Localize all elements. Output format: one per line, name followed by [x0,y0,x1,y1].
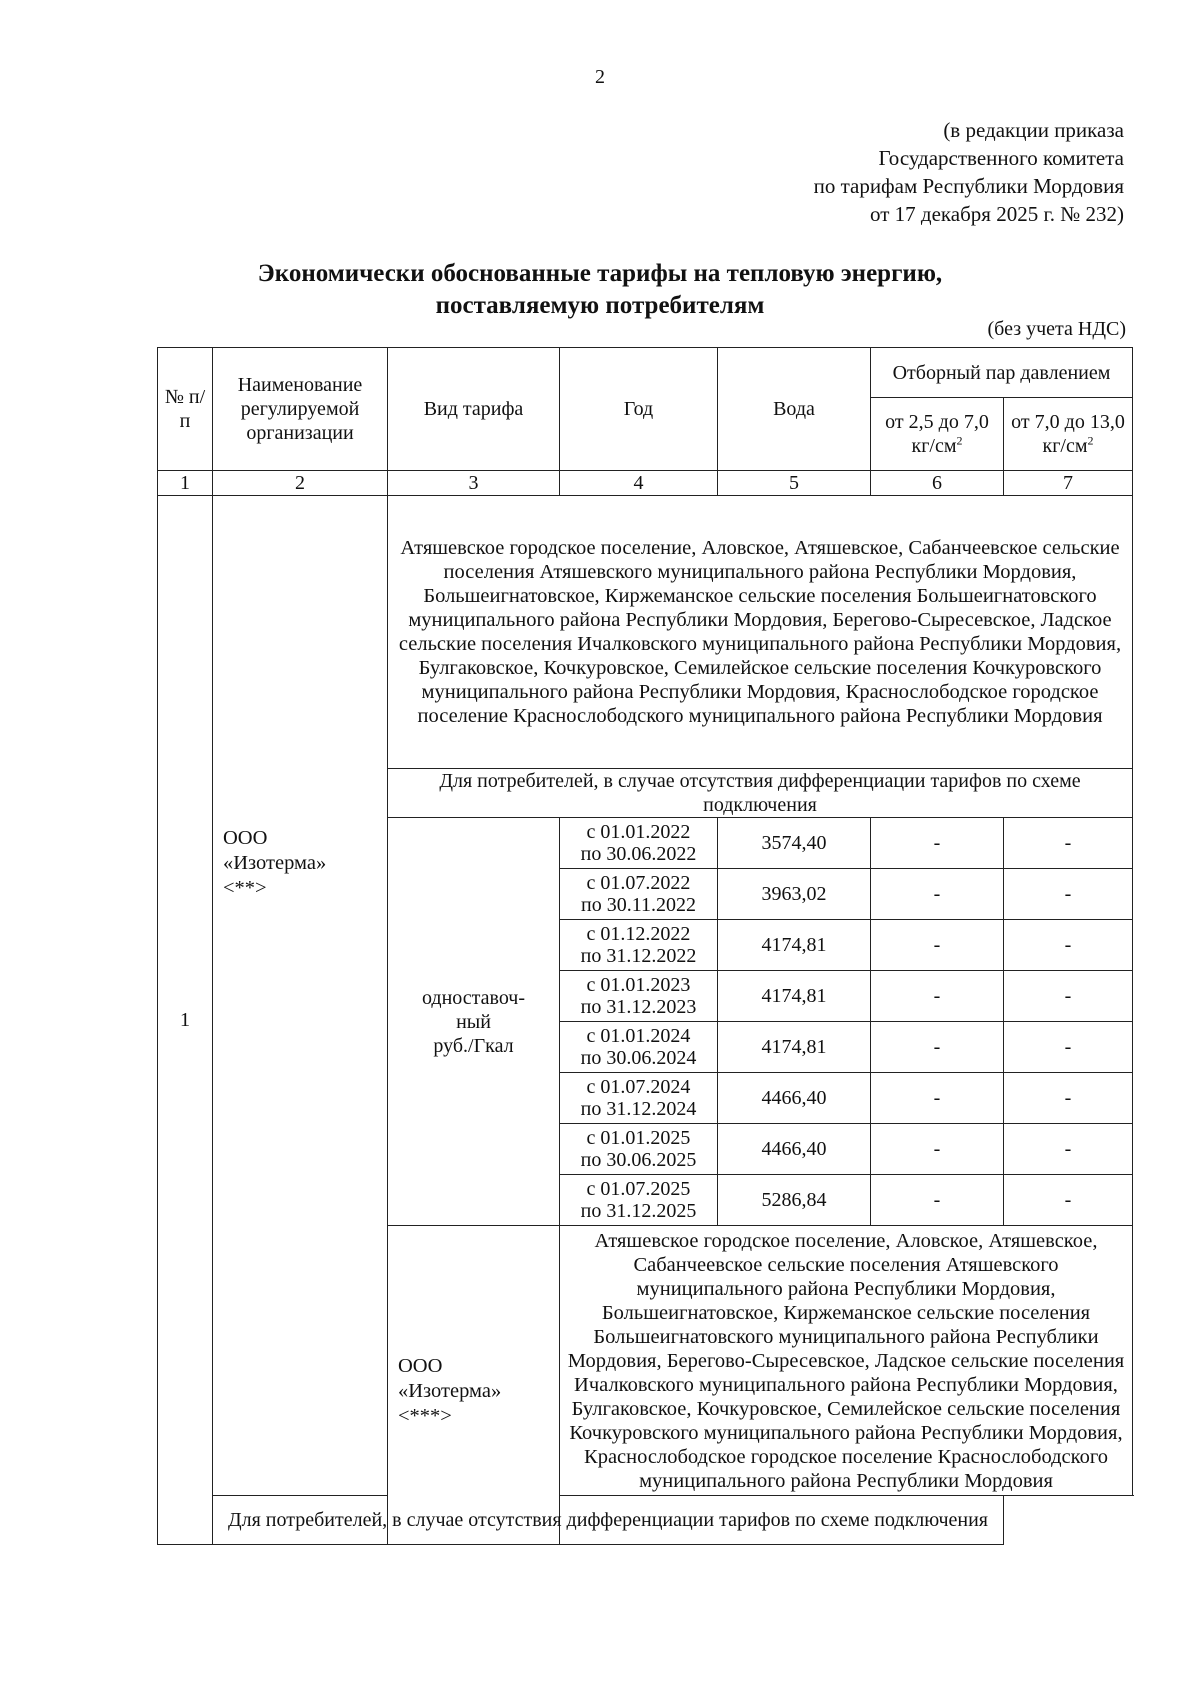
edition-line: по тарифам Республики Мордовия [813,174,1124,198]
rate-period [560,971,718,1022]
header-year: Год [560,348,718,471]
rate-steam-high: - [1004,920,1133,971]
header-steam-high-text: от 7,0 до 13,0 кг/см [1011,411,1125,457]
rate-water: 4466,40 [718,1124,871,1175]
org-line: ООО [223,827,268,849]
header-org: Наименование регулируемой организации [213,348,388,471]
org-line: <***> [398,1405,452,1427]
header-tariff-type: Вид тарифа [388,348,560,471]
rate-water: 3963,02 [718,869,871,920]
rate-steam-high: - [1004,1175,1133,1226]
service-area: Атяшевское городское поселение, Аловское, Атяшевское, Сабанчеевское сельские поселения Атяшевского муниципального района Республики Мордовия, Большеигнатовское, Киржеманское сельские поселения Большеигнатовского муниципального района Республики Мордовия, Берегово-Сыресевское, Ладское сельские поселения Ичалковского муниципального района Республики Мордовия, Булгаковское, Кочкуровское, Семилейское сельские поселения Кочкуровского муниципального района Республики Мордовия, Краснослободское городское поселение Краснослободского муниципального района Республики Мордовия [560,1226,1133,1496]
org-line: «Изотерма» [398,1380,502,1402]
column-number: 3 [388,471,560,496]
tariff-table [157,347,1133,1545]
header-steam-high [1004,398,1133,471]
document-title [0,258,1200,322]
rate-steam-low: - [871,869,1004,920]
edition-line: (в редакции приказа [943,118,1124,142]
rate-water: 4174,81 [718,920,871,971]
edition-note [814,116,1124,228]
org-line: <**> [223,877,267,899]
title-line: Экономически обоснованные тарифы на тепловую энергию, [257,260,943,287]
rate-steam-low: - [871,971,1004,1022]
period-from: с 01.01.2025 [586,1127,691,1149]
rate-period [560,869,718,920]
header-water: Вода [718,348,871,471]
edition-line: от 17 декабря 2025 г. № 232) [870,202,1124,226]
column-number: 7 [1004,471,1133,496]
period-from: с 01.01.2023 [586,974,691,996]
rate-period [560,1124,718,1175]
rate-steam-low: - [871,1022,1004,1073]
rate-steam-high: - [1004,818,1133,869]
rate-water: 4174,81 [718,1022,871,1073]
rate-water: 3574,40 [718,818,871,869]
rate-steam-low: - [871,920,1004,971]
rate-steam-high: - [1004,869,1133,920]
period-from: с 01.12.2022 [586,923,691,945]
header-steam-low [871,398,1004,471]
edition-line: Государственного комитета [878,146,1124,170]
rate-steam-low: - [871,1073,1004,1124]
rate-steam-high: - [1004,1124,1133,1175]
tariff-type [388,818,560,1226]
column-number: 5 [718,471,871,496]
header-steam-low-text: от 2,5 до 7,0 кг/см [885,411,989,457]
period-from: с 01.01.2024 [586,1025,691,1047]
period-from: с 01.07.2022 [586,872,691,894]
service-area: Атяшевское городское поселение, Аловское, Атяшевское, Сабанчеевское сельские поселения Атяшевского муниципального района Республики Мордовия, Большеигнатовское, Киржеманское сельские поселения Большеигнатовского муниципального района Республики Мордовия, Берегово-Сыресевское, Ладское сельские поселения Ичалковского муниципального района Республики Мордовия, Булгаковское, Кочкуровское, Семилейское сельские поселения Кочкуровского муниципального района Республики Мордовия, Краснослободское городское поселение Краснослободского муниципального района Республики Мордовия [388,496,1133,769]
tariff-type-line: одноставоч- [421,986,526,1009]
period-to: по 30.06.2025 [580,1149,697,1171]
vat-note: (без учета НДС) [987,318,1126,340]
header-steam-low-sup: 2 [956,433,963,448]
rate-period [560,1022,718,1073]
rate-steam-high: - [1004,1073,1133,1124]
title-line: поставляемую потребителям [435,292,765,319]
tariff-type-line: руб./Гкал [433,1034,514,1057]
period-from: с 01.07.2025 [586,1178,691,1200]
rate-water: 5286,84 [718,1175,871,1226]
period-to: по 30.06.2022 [580,843,697,865]
rate-water: 4174,81 [718,971,871,1022]
period-to: по 31.12.2022 [580,945,697,967]
rate-water: 4466,40 [718,1073,871,1124]
rate-steam-low: - [871,1175,1004,1226]
consumers-note: Для потребителей, в случае отсутствия дифференциации тарифов по схеме подключения [213,1496,1004,1545]
consumers-note: Для потребителей, в случае отсутствия дифференциации тарифов по схеме подключения [388,769,1133,818]
period-to: по 30.11.2022 [581,894,696,916]
period-to: по 31.12.2023 [580,996,697,1018]
page-number: 2 [595,66,605,88]
period-from: с 01.01.2022 [586,821,691,843]
org-line: «Изотерма» [223,852,327,874]
rate-period [560,1073,718,1124]
rate-period [560,920,718,971]
tariff-type-line: ный [456,1010,491,1033]
column-number: 2 [213,471,388,496]
rate-steam-low: - [871,818,1004,869]
period-to: по 31.12.2025 [580,1200,697,1222]
rate-steam-low: - [871,1124,1004,1175]
rate-steam-high: - [1004,1022,1133,1073]
column-number: 4 [560,471,718,496]
org-name [213,496,388,1496]
period-from: с 01.07.2024 [586,1076,691,1098]
rate-period [560,1175,718,1226]
header-steam-group: Отборный пар давлением [871,348,1133,398]
column-number: 1 [158,471,213,496]
row-number: 1 [158,496,213,1545]
period-to: по 31.12.2024 [580,1098,697,1120]
org-line: ООО [398,1355,443,1377]
header-steam-high-sup: 2 [1087,433,1094,448]
column-number: 6 [871,471,1004,496]
rate-steam-high: - [1004,971,1133,1022]
rate-period [560,818,718,869]
period-to: по 30.06.2024 [580,1047,697,1069]
header-num: № п/п [158,348,213,471]
